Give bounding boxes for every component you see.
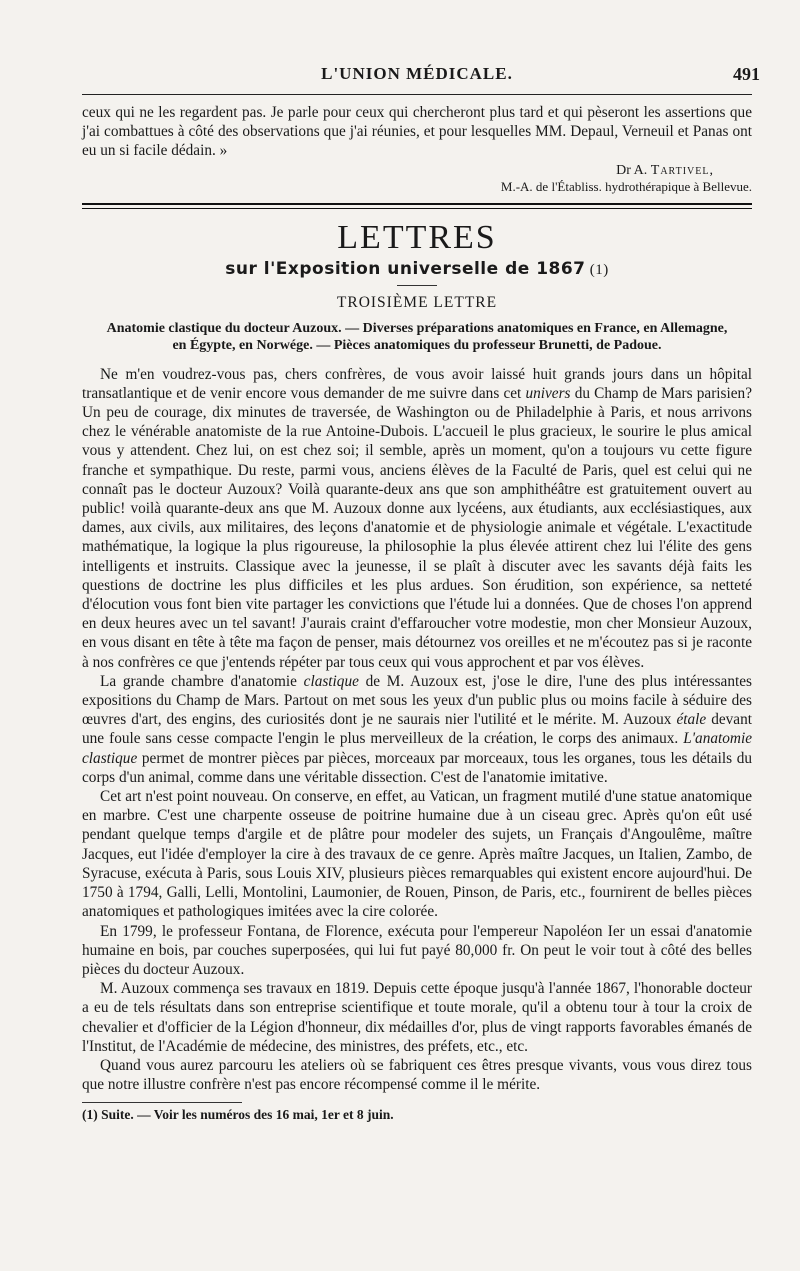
header-rule (82, 94, 752, 95)
paragraph (82, 672, 752, 787)
signature-prefix: Dr A. (616, 162, 651, 178)
italic-text: clastique (303, 672, 359, 690)
intro-paragraph: ceux qui ne les regardent pas. Je parle pour ceux qui chercheront plus tard et qui pèseront les assertions que j'ai combattues à côté des observations que j'ai réunies, et pour lesquelles MM. Depaul, Verneuil et Panas ont eu un si facile dédain. » (82, 104, 752, 160)
subtitle-text: sur l'Exposition universelle de 1867 (225, 258, 586, 279)
paragraph: M. Auzoux commença ses travaux en 1819. Depuis cette époque jusqu'à l'année 1867, l'honorable docteur a eu de tels résultats dans son entreprise scientifique et toute morale, qu'il a obtenu tour à tour la croix de chevalier et d'officier de la Légion d'honneur, dix médailles d'or, plus de vingt rapports favorables émanés de l'Institut, de l'Académie de médecine, des ministres, des préfets, etc., etc. (82, 980, 752, 1055)
article-subtitle (82, 259, 752, 279)
italic-text: L'anatomie clastique (82, 730, 752, 767)
summary-line: Anatomie clastique du docteur Auzoux. — Diverses préparations anatomiques en France, en Allemagne, (106, 320, 728, 336)
italic-text: étale (676, 711, 707, 729)
article-body (82, 365, 752, 1095)
signature-name (82, 163, 752, 179)
text-run: de M. Auzoux est, j'ose le dire, l'une des plus intéressantes expositions du Champ de Mars. Partout on met sous les yeux d'un public plus ou moins facile à séduire des œuvres d'art, des engins, des curiosités dont je ne saurais nier l'utilité et le mérite. M. Auzoux (82, 672, 752, 729)
signature-affiliation: M.-A. de l'Établiss. hydrothérapique à Bellevue. (500, 178, 752, 194)
journal-page (82, 58, 760, 1123)
paragraph: Quand vous aurez parcouru les ateliers où se fabriquent ces êtres presque vivants, vous vous direz tous que notre illustre confrère n'est pas encore récompensé comme il le mérite. (82, 1056, 752, 1094)
journal-title: L'UNION MÉDICALE. (321, 64, 513, 83)
running-head (82, 58, 760, 88)
signature-surname: Tartivel, (650, 162, 714, 178)
footnote: (1) Suite. — Voir les numéros des 16 mai, 1er et 8 juin. (82, 1107, 394, 1123)
article-summary (82, 320, 752, 355)
article-heading: LETTRES (337, 218, 497, 256)
letter-number: TROISIÈME LETTRE (336, 293, 498, 311)
italic-text: univers (525, 384, 571, 402)
text-run: Ne m'en voudrez-vous pas, chers confrères, de vous avoir laissé huit grands jours dans un hôpital transatlantique et de venir encore vous demander de me suivre dans cet (82, 365, 752, 402)
text-run: permet de montrer pièces par pièces, morceaux par morceaux, tous les organes, tous les détails du corps d'un animal, comme dans une véritable dissection. C'est de l'anatomie imitative. (82, 749, 752, 786)
text-run: du Champ de Mars parisien? Un peu de courage, dix minutes de traversée, de Washington ou de Philadelphie à Paris, et nous arrivons chez le vénérable anatomiste de la rue Antoine-Dubois. L'accueil le plus gracieux, le sourire le plus amical vous y attendent. Chez lui, on est chez soi; il semble, après un moment, qu'on a toujours vu cette figure franche et sympathique. Du reste, parmi vous, anciens élèves de la Faculté de Paris, quel est celui qui ne connaît pas le docteur Auzoux? Voilà quarante-deux ans que son amphithéâtre est gratuitement ouvert au public! voilà quarante-deux ans que M. Auzoux donne aux lycéens, aux étudiants, aux ecclésiastiques, aux dames, aux civils, aux militaires, des leçons d'anatomie et de physiologie animale et végétale. L'exactitude mathématique, la logique la plus rigoureuse, la philosophie la plus élevée attirent chez lui l'élite des gens intelligents et instruits. Classique avec la jeunesse, il se plaît à discuter avec les savants déjà faits les questions de doctrine les plus difficiles et les plus ardues. Son érudition, son expérience, sa netteté d'élocution vous font bien vite partager les convictions que l'étude lui a données. Que de choses l'on apprend en deux heures avec un tel savant! J'aurais craint d'effaroucher votre modestie, mon cher Monsieur Auzoux, en vous disant en tête à tête ma façon de penser, mais détournez vos oreilles et ne m'écoutez pas si je raconte à nos confrères ce que j'entends répéter par tous ceux qui vous approchent et par vos élèves. (82, 384, 752, 671)
paragraph: Cet art n'est point nouveau. On conserve, en effet, au Vatican, un fragment mutilé d'une statue anatomique en marbre. C'est une charpente osseuse de poitrine humaine due à un ciseau grec. Après qu'on eût usé pendant quelque temps d'argile et de plâtre pour modeler des sujets, un Français d'Angoulême, maître Jacques, eut l'idée d'employer la cire à des travaux de ce genre. Après maître Jacques, un Italien, Zambo, de Syracuse, exécuta à Paris, sous Louis XIV, plusieurs pièces remarquables qui existent encore aujourd'hui. De 1750 à 1794, Galli, Lelli, Montolini, Laumonier, de Rouen, Pinson, de Paris, etc., fournirent de belles pièces anatomiques et pathologiques imitées avec la cire colorée. (82, 788, 752, 921)
text-run: La grande chambre d'anatomie (100, 672, 304, 690)
page-number: 491 (733, 64, 760, 84)
section-divider (82, 203, 752, 209)
paragraph: En 1799, le professeur Fontana, de Florence, exécuta pour l'empereur Napoléon Ier un essai d'anatomie humaine en bois, par couches superposées, qui lui fut payé 80,000 fr. On peut le voir tout à côté des belles pièces du docteur Auzoux. (82, 922, 752, 978)
text-run: devant une foule sans cesse compacte l'engin le plus merveilleux de la création, le corps des animaux. (82, 711, 752, 748)
footnote-marker: (1) (585, 261, 609, 278)
summary-line: en Égypte, en Norwége. — Pièces anatomiques du professeur Brunetti, de Padoue. (172, 338, 662, 354)
footnote-rule (82, 1102, 242, 1103)
paragraph (82, 365, 752, 672)
ornament-rule (397, 285, 437, 286)
